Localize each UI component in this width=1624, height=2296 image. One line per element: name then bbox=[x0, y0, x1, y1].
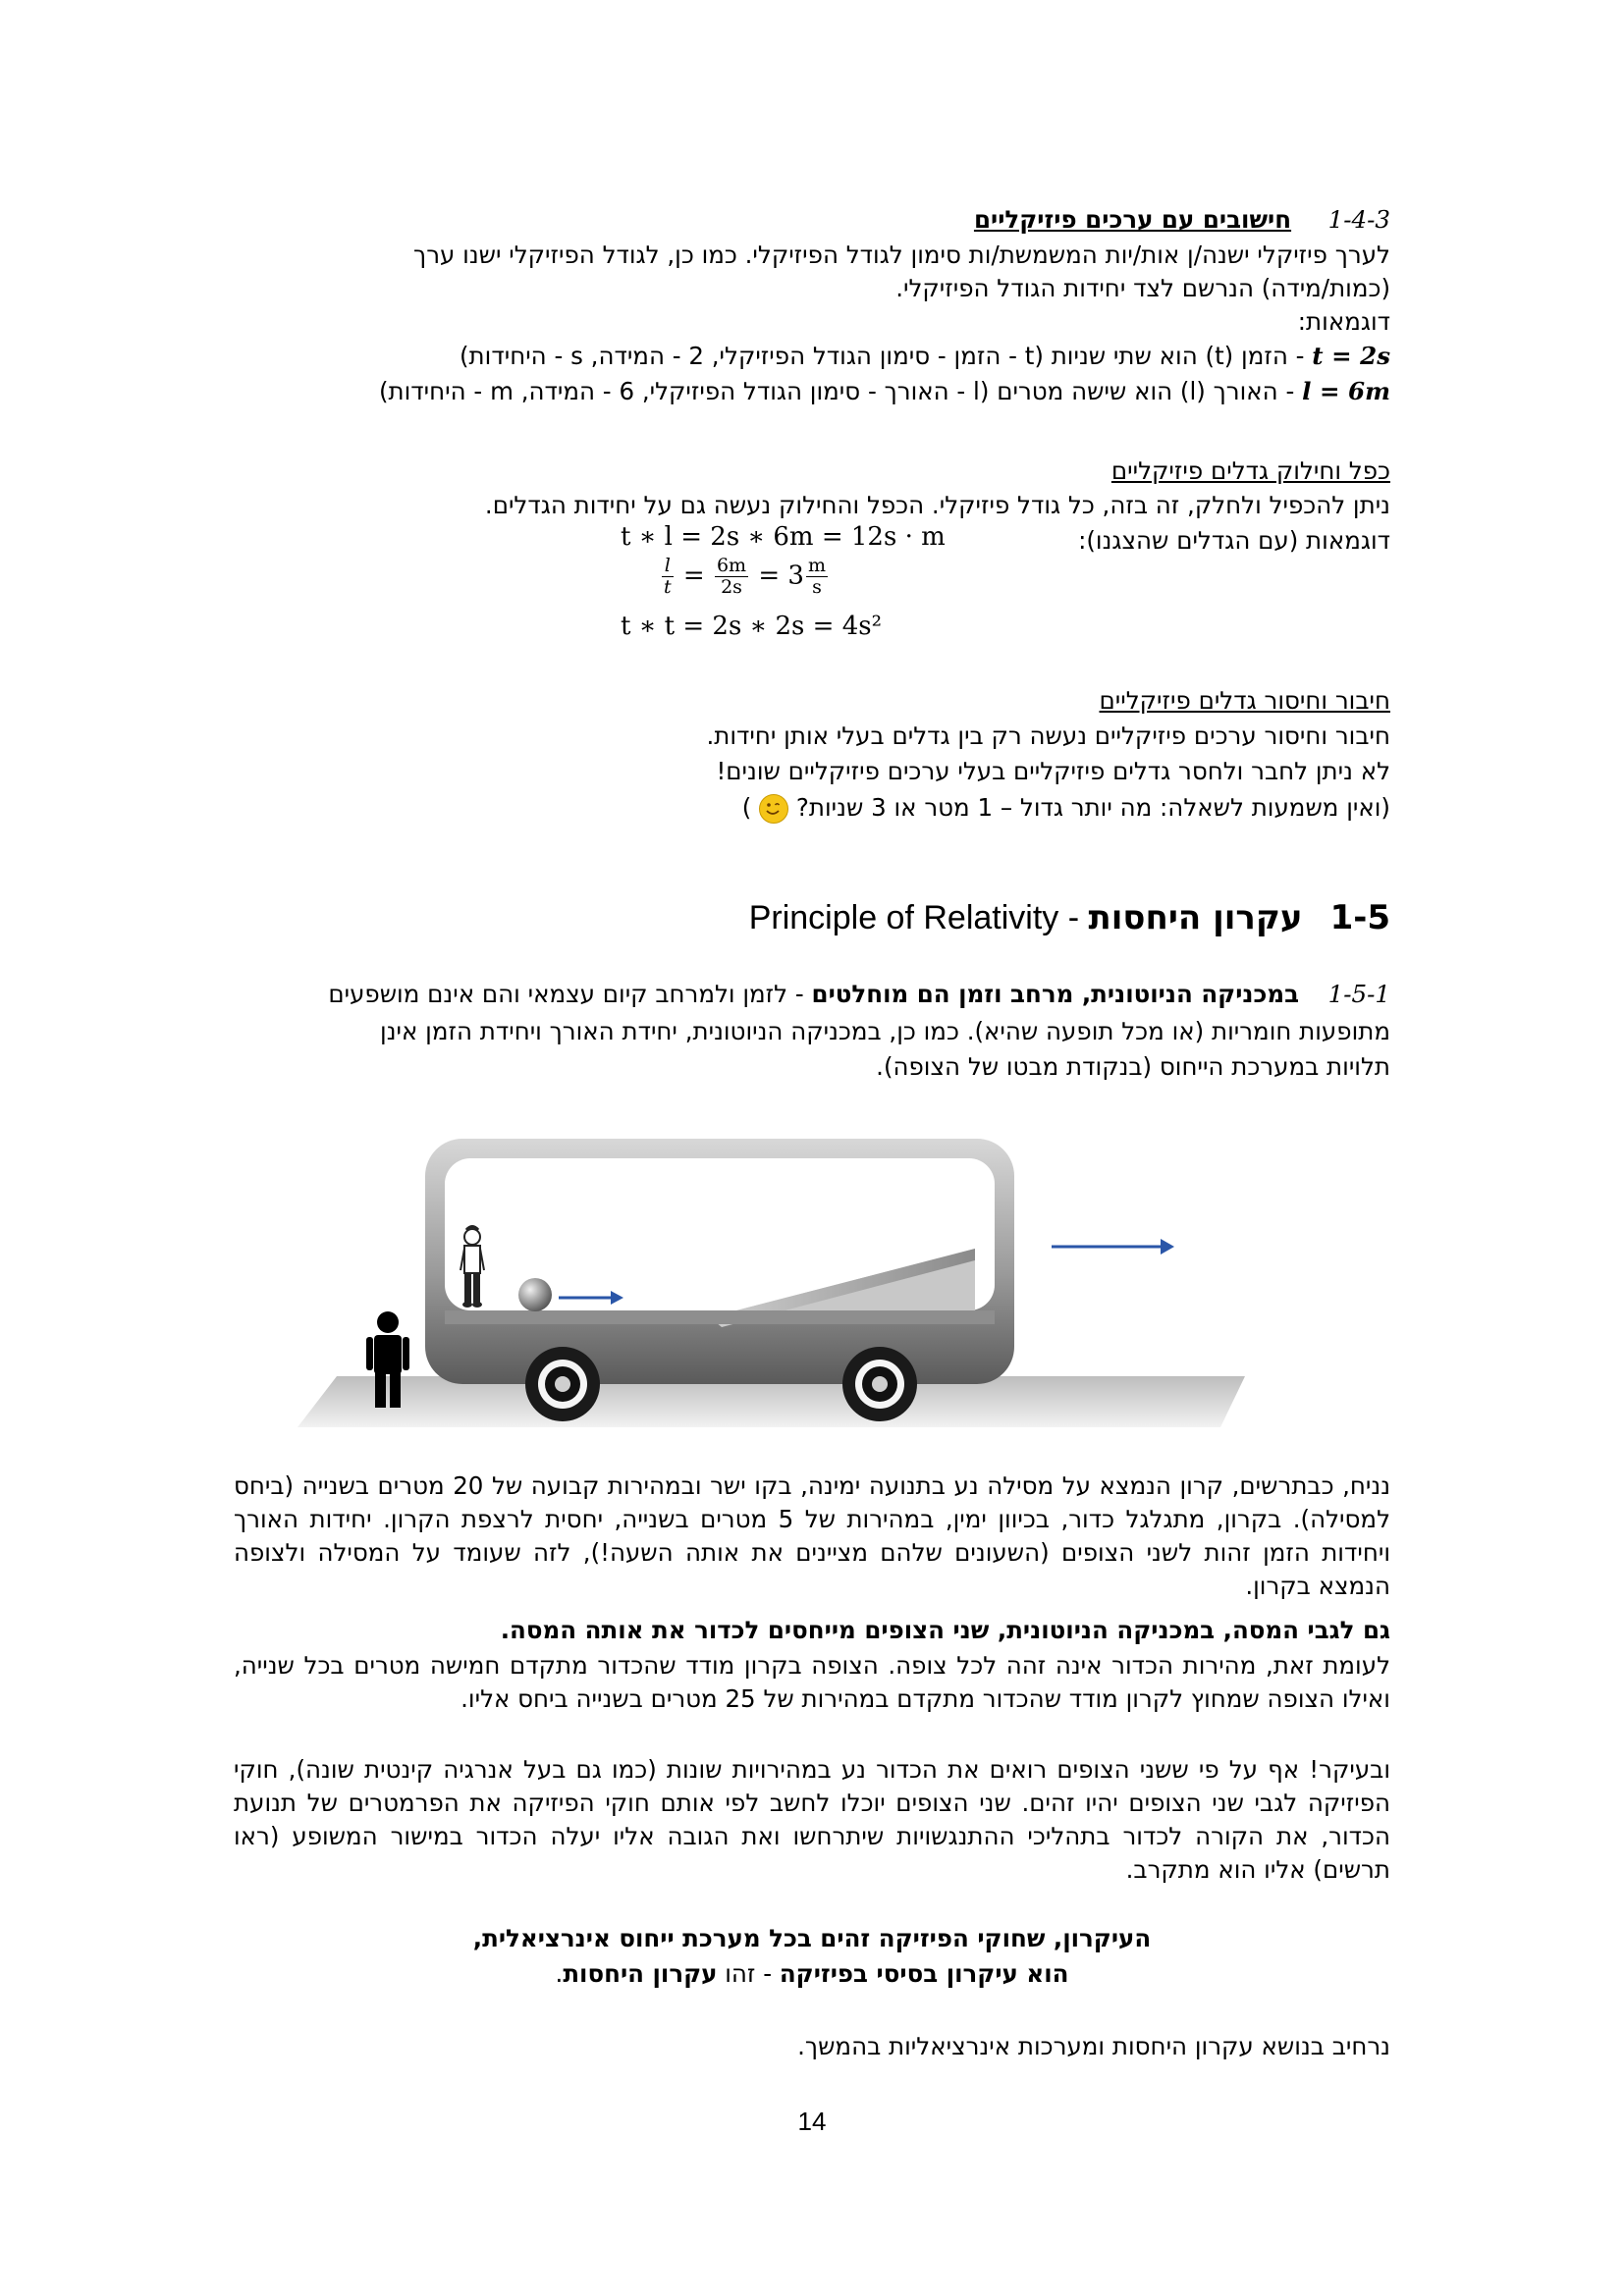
examples-label: דוגמאות: bbox=[1297, 307, 1390, 336]
paragraph-2-bold: גם לגבי המסה, במכניקה הניוטונית, שני הצופים מייחסים לכדור את אותה המסה. bbox=[500, 1616, 1390, 1644]
eq2-unit-den: s bbox=[812, 576, 822, 598]
principle-end: . bbox=[555, 1959, 564, 1988]
eq2-mid-num: 6m bbox=[716, 555, 747, 576]
example-2 bbox=[379, 375, 1390, 408]
right-wheel bbox=[842, 1347, 917, 1421]
section-1-5-number: 1-5 bbox=[1329, 898, 1390, 937]
example-2-text: - האורך (l) הוא שישה מטרים (l - האורך - סימון הגודל הפיזיקלי, 6 - המידה, m - היחידות) bbox=[378, 377, 1295, 405]
section-heading-1-5 bbox=[749, 898, 1390, 937]
left-wheel bbox=[525, 1347, 600, 1421]
smiley-icon bbox=[759, 794, 788, 824]
add-sub-line-3-close: ) bbox=[741, 793, 752, 822]
eq2-mid-den: 2s bbox=[721, 576, 742, 598]
equation-3: t ∗ t = 2s ∗ 2s = 4s² bbox=[621, 612, 883, 641]
section-1-5-1-line-1 bbox=[328, 978, 1390, 1011]
section-title: חישובים עם ערכים פיזיקליים bbox=[973, 205, 1292, 234]
paragraph-4: ובעיקר! אף על פי ששני הצופים רואים את הכדור נע במהירויות שונות (כמו גם בעל אנרגיה קינטית שונה), חוקי הפיזיקה לגבי שני הצופים יהיו זהים. שני הצופים יוכלו לחשב לפי אותם חוקי הפיזיקה את הפרמטרים של תנועת הכדור, את הקורה לכדור בתהליכי ההתנגשויות שיתרחשו ואת הגובה אליו יעלה הכדור במישור המשופע (ראו תרשים) אליו הוא מתקרב. bbox=[234, 1755, 1390, 1884]
section-1-5-1-line-2: מתופעות חומריות (או מכל תופעה שהיא). כמו כן, במכניקה הניוטונית, יחידת האורך ויחידת הזמן אינן bbox=[380, 1017, 1390, 1045]
mult-div-title: כפל וחילוק גדלים פיזיקליים bbox=[1110, 456, 1390, 485]
eq2-value: 3 bbox=[787, 561, 804, 591]
principle-line-2 bbox=[0, 1957, 1624, 1991]
add-sub-line-3-text: (ואין משמעות לשאלה: מה יותר גדול – 1 מטר או 3 שניות? bbox=[795, 793, 1390, 822]
principle-bold-2: עקרון היחסות bbox=[563, 1959, 718, 1988]
section-1-5-1-line-3: תלויות במערכת הייחוס (בנקודת מבטו של הצופה). bbox=[876, 1052, 1390, 1081]
page-number: 14 bbox=[797, 2107, 827, 2136]
ball bbox=[518, 1278, 552, 1311]
equation-1: t ∗ l = 2s ∗ 6m = 12s · m bbox=[621, 522, 946, 552]
example-2-formula: l = 6m bbox=[1302, 377, 1390, 405]
section-1-5-1-bold: במכניקה הניוטונית, מרחב וזמן הם מוחלטים bbox=[811, 980, 1300, 1008]
principle-line-1: העיקרון, שחוקי הפיזיקה זהים בכל מערכת ייחוס אינרציאלית, bbox=[472, 1924, 1152, 1952]
add-sub-line-1: חיבור וחיסור ערכים פיזיקליים נעשה רק בין גדלים בעלי אותן יחידות. bbox=[706, 721, 1390, 750]
railcar-diagram bbox=[298, 1131, 1245, 1440]
section-heading-1-4-3 bbox=[974, 203, 1390, 237]
principle-bold-1: הוא עיקרון בסיסי בפיזיקה bbox=[779, 1959, 1069, 1988]
add-sub-title: חיבור וחיסור גדלים פיזיקליים bbox=[1099, 686, 1390, 715]
section-1-5-1-number: 1-5-1 bbox=[1327, 980, 1390, 1008]
car-velocity-arrowhead bbox=[1161, 1239, 1174, 1255]
example-1 bbox=[460, 340, 1390, 373]
example-1-formula: t = 2s bbox=[1312, 342, 1390, 370]
section-1-5-separator: - bbox=[1058, 899, 1089, 936]
add-sub-line-3 bbox=[742, 791, 1390, 825]
closing-line: נרחיב בנושא עקרון היחסות ומערכות אינרציאליות בהמשך. bbox=[797, 2032, 1390, 2060]
eq2-unit-num: m bbox=[807, 555, 826, 576]
eq2-lhs-den: t bbox=[664, 576, 672, 598]
equation-2: $\frac{l}{t}$ = $\frac{6m}{2s}$ = 3 $\frac{m}{s}$ bbox=[664, 555, 826, 598]
railcar-floor bbox=[445, 1310, 995, 1324]
paragraph-1: נניח, כבתרשים, קרון הנמצא על מסילה נע בתנועה ימינה, בקו ישר ובמהירות קבועה של 20 מטרים בשנייה (ביחס למסילה). בקרון, מתגלגל כדור, בכיוון ימין, במהירות של 5 מטרים בשנייה, יחסית לרצפת הקרון. יחידות האורך ויחידות הזמן זהות לשני הצופים (השעונים שלהם מציינים את אותה השעה!), לזה שעומד על המסילה ולצופה הנמצא בקרון. bbox=[234, 1471, 1391, 1600]
intro-line-1: לערך פיזיקלי ישנה/ן אות/יות המשמשת/ות סימון לגודל הפיזיקלי. כמו כן, לגודל הפיזיקלי ישנו ערך bbox=[413, 240, 1390, 269]
add-sub-line-2: לא ניתן לחבר ולחסר גדלים פיזיקליים בעלי ערכים פיזיקליים שונים! bbox=[716, 757, 1390, 785]
example-1-text: - הזמן (t) הוא שתי שניות (t - הזמן - סימון הגודל הפיזיקלי, 2 - המידה, s - היחידות) bbox=[460, 342, 1305, 370]
section-1-5-title-en: Principle of Relativity bbox=[748, 899, 1059, 936]
paragraph-3: לעומת זאת, מהירות הכדור אינה זהה לכל צופה. הצופה בקרון מודד שהכדור מתקדם חמישה מטרים בכל שנייה, ואילו הצופה שמחוץ לקרון מודד שהכדור מתקדם במהירות של 25 מטרים בשנייה ביחס אליו. bbox=[234, 1651, 1390, 1713]
principle-mid: - זהו bbox=[717, 1959, 780, 1988]
section-number: 1-4-3 bbox=[1327, 205, 1390, 234]
section-1-5-title-he: עקרון היחסות bbox=[1088, 898, 1303, 937]
intro-line-2: (כמות/מידה) הנרשם לצד יחידות הגודל הפיזיקלי. bbox=[895, 274, 1390, 302]
section-1-5-1-rest: - לזמן ולמרחב קיום עצמאי והם אינם מושפעים bbox=[328, 980, 812, 1008]
mult-div-line: ניתן להכפיל ולחלק, זה בזה, כל גודל פיזיקלי. הכפל והחילוק נעשה גם על יחידות הגדלים. bbox=[484, 491, 1390, 519]
mult-div-examples-label: דוגמאות (עם הגדלים שהצגנו): bbox=[1078, 526, 1390, 555]
eq2-lhs-num: l bbox=[662, 556, 674, 577]
